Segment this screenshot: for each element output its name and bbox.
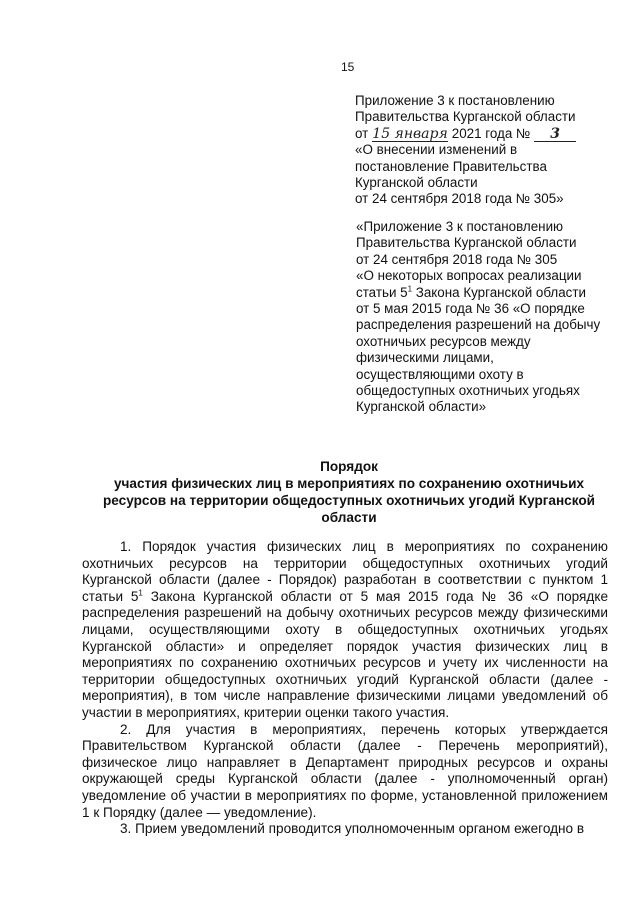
appendix-line: охотничьих ресурсов между bbox=[356, 333, 531, 349]
appendix-line: от 24 сентября 2018 года № 305» bbox=[355, 191, 564, 207]
document-body bbox=[82, 539, 608, 838]
appendix-line: постановление Правительства bbox=[355, 158, 547, 174]
appendix-line: физическими лицами, bbox=[356, 350, 494, 366]
paragraph-1 bbox=[82, 539, 608, 722]
appendix-line: Курганской области bbox=[355, 175, 478, 191]
appendix-line: Правительства Курганской области bbox=[355, 109, 576, 125]
appendix-line: Правительства Курганской области bbox=[356, 235, 577, 251]
handwritten-number: 3 bbox=[534, 128, 576, 142]
paragraph-1-text-cont: Закона Курганской области от 5 мая 2015 года № 36 «О порядке распределения разрешений на добычу охотничьих ресурсов между физическими лицами, осуществляющими охоту в общедоступных охотничьих угодьях Курганской области» и определяет порядок участия физических лиц в мероприятиях по сохранению охотничьих ресурсов и учету их численности на территории общедоступных охотничьих угодий Курганской области (далее - мероприятия), в том числе направление физическими лицами уведомлений об участии в мероприятиях, критерии оценки такого участия. bbox=[82, 588, 609, 720]
appendix-line: «О некоторых вопросах реализации bbox=[356, 268, 582, 284]
page-number: 15 bbox=[341, 60, 355, 74]
handwritten-date: 15 января bbox=[372, 125, 448, 142]
appendix-line: от 24 сентября 2018 года № 305 bbox=[356, 251, 558, 267]
paragraph-3: 3. Прием уведомлений проводится уполномоченным органом ежегодно в bbox=[120, 821, 585, 837]
date-suffix: 2021 года № bbox=[451, 125, 531, 141]
date-prefix: от bbox=[355, 125, 369, 141]
appendix-original-block bbox=[356, 219, 626, 416]
document-title bbox=[94, 458, 604, 526]
paragraph-2: 2. Для участия в мероприятиях, перечень которых утверждается Правительством Курганской области (далее - Перечень мероприятий), физическое лицо направляет в Департамент природных ресурсов и охраны окружающей среды Курганской области (далее - уполномоченный орган) уведомление об участии в мероприятиях по форме, установленной приложением 1 к Порядку (далее — уведомление). bbox=[82, 721, 608, 820]
appendix-line: распределения разрешений на добычу bbox=[356, 317, 601, 333]
appendix-line: Приложение 3 к постановлению bbox=[355, 93, 555, 108]
title-subtitle: участия физических лиц в мероприятиях по сохранению охотничьих ресурсов на территории общедоступных охотничьих угодий Курганской области bbox=[102, 476, 596, 525]
article-text-cont: Закона Курганской области bbox=[412, 284, 586, 300]
appendix-amendment-block bbox=[355, 93, 625, 208]
title-heading: Порядок bbox=[320, 459, 378, 474]
appendix-line: от 5 мая 2015 года № 36 «О порядке bbox=[356, 301, 585, 317]
article-superscript: 1 bbox=[407, 284, 413, 294]
appendix-line: «О внесении изменений в bbox=[355, 142, 518, 158]
paragraph-1-text: 1. Порядок участия физических лиц в мероприятиях по сохранению охотничьих ресурсов на территории общедоступных охотничьих угодий Курганской области (далее - Порядок) разработан в соответствии с пунктом 1 статьи 5 bbox=[82, 539, 608, 604]
appendix-line: осуществляющими охоту в bbox=[356, 366, 524, 382]
paragraph-1-superscript: 1 bbox=[138, 588, 143, 598]
appendix-line: «Приложение 3 к постановлению bbox=[356, 219, 564, 234]
article-text: статьи 5 bbox=[356, 284, 408, 300]
appendix-date-row bbox=[355, 126, 625, 142]
appendix-line-article bbox=[356, 285, 626, 301]
appendix-line: Курганской области» bbox=[356, 399, 487, 415]
appendix-line: общедоступных охотничьих угодьях bbox=[356, 383, 580, 399]
